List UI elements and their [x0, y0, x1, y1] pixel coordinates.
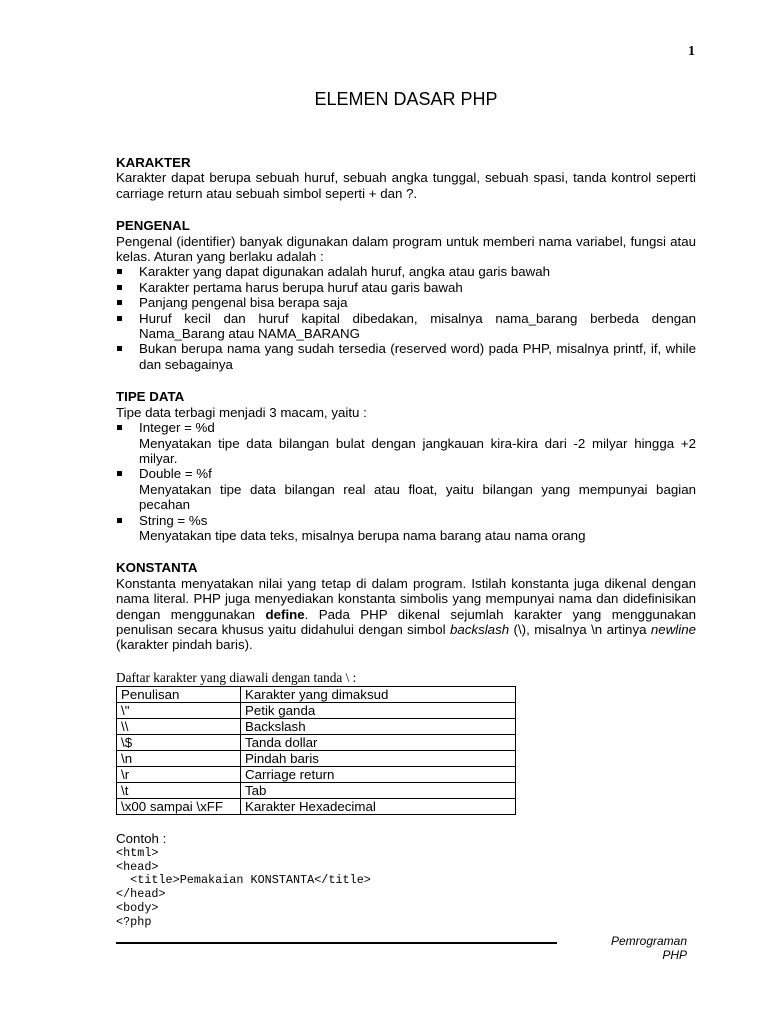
- square-bullet-icon: [117, 518, 122, 523]
- list-item: String = %s Menyatakan tipe data teks, misalnya berupa nama barang atau nama orang: [116, 513, 696, 544]
- table-row: \" Petik ganda: [117, 703, 516, 719]
- square-bullet-icon: [117, 285, 122, 290]
- table-row: \x00 sampai \xFF Karakter Hexadecimal: [117, 799, 516, 815]
- section-paragraph: Tipe data terbagi menjadi 3 macam, yaitu :: [116, 404, 367, 420]
- section-paragraph: Karakter dapat berupa sebuah huruf, sebuah angka tunggal, sebuah spasi, tanda kontrol seperti carriage return atau sebuah simbol seperti + dan ?.: [116, 170, 696, 201]
- section-heading: TIPE DATA: [116, 389, 185, 405]
- table-header-cell: Karakter yang dimaksud: [241, 687, 516, 703]
- page-number: 1: [688, 44, 695, 59]
- escape-character-table: [116, 686, 516, 815]
- bullet-list: [116, 264, 696, 372]
- table-row: \\ Backslash: [117, 719, 516, 735]
- square-bullet-icon: [117, 300, 122, 305]
- document-body: [116, 155, 696, 930]
- list-item: Huruf kecil dan huruf kapital dibedakan, misalnya nama_barang berbeda dengan Nama_Barang atau NAMA_BARANG: [116, 311, 696, 342]
- table-row: \n Pindah baris: [117, 751, 516, 767]
- section-paragraph: Pengenal (identifier) banyak digunakan dalam program untuk memberi nama variabel, fungsi atau kelas. Aturan yang berlaku adalah :: [116, 233, 696, 265]
- section-heading: KARAKTER: [116, 155, 191, 170]
- section-pengenal: [116, 218, 696, 372]
- list-item: Bukan berupa nama yang sudah tersedia (reserved word) pada PHP, misalnya printf, if, while dan sebagainya: [116, 341, 696, 372]
- example-label: Contoh :: [116, 831, 167, 847]
- code-block: <html> <head> <title>Pemakaian KONSTANTA</title> </head> <body> <?php: [116, 845, 371, 930]
- list-item: Karakter yang dapat digunakan adalah huruf, angka atau garis bawah: [116, 264, 696, 279]
- bullet-list: [116, 420, 696, 543]
- square-bullet-icon: [117, 316, 122, 321]
- square-bullet-icon: [117, 471, 122, 476]
- section-heading: KONSTANTA: [116, 560, 198, 576]
- document-title: ELEMEN DASAR PHP: [314, 89, 498, 109]
- section-konstanta: [116, 560, 696, 652]
- table-row: \t Tab: [117, 783, 516, 799]
- footer-text: Pemrograman PHP: [610, 934, 687, 962]
- section-paragraph: Konstanta menyatakan nilai yang tetap di dalam program. Istilah konstanta juga dikenal dengan nama literal. PHP juga menyediakan konstanta simbolis yang mempunyai nama dan didefinisikan dengan menggunakan define. Pada PHP dikenal sejumlah karakter yang menggunakan penulisan secara khusus yaitu didahului dengan simbol backslash (\), misalnya \n artinya newline (karakter pindah baris).: [116, 575, 696, 653]
- section-heading: PENGENAL: [116, 218, 190, 234]
- square-bullet-icon: [117, 346, 122, 351]
- table-row: \$ Tanda dollar: [117, 735, 516, 751]
- square-bullet-icon: [117, 269, 122, 274]
- list-item: Double = %f Menyatakan tipe data bilangan real atau float, yaitu bilangan yang mempunyai bagian pecahan: [116, 466, 696, 512]
- table-header-cell: Penulisan: [117, 687, 241, 703]
- table-header-row: [117, 687, 516, 703]
- square-bullet-icon: [117, 425, 122, 430]
- table-caption: Daftar karakter yang diawali dengan tanda \ :: [116, 669, 357, 685]
- list-item: Panjang pengenal bisa berapa saja: [116, 295, 696, 310]
- footer-divider: [116, 942, 557, 944]
- table-row: \r Carriage return: [117, 767, 516, 783]
- section-tipe-data: [116, 389, 696, 543]
- list-item: Karakter pertama harus berupa huruf atau garis bawah: [116, 280, 696, 295]
- list-item: Integer = %d Menyatakan tipe data bilangan bulat dengan jangkauan kira-kira dari -2 milyar hingga +2 milyar.: [116, 420, 696, 466]
- section-karakter: [116, 155, 696, 201]
